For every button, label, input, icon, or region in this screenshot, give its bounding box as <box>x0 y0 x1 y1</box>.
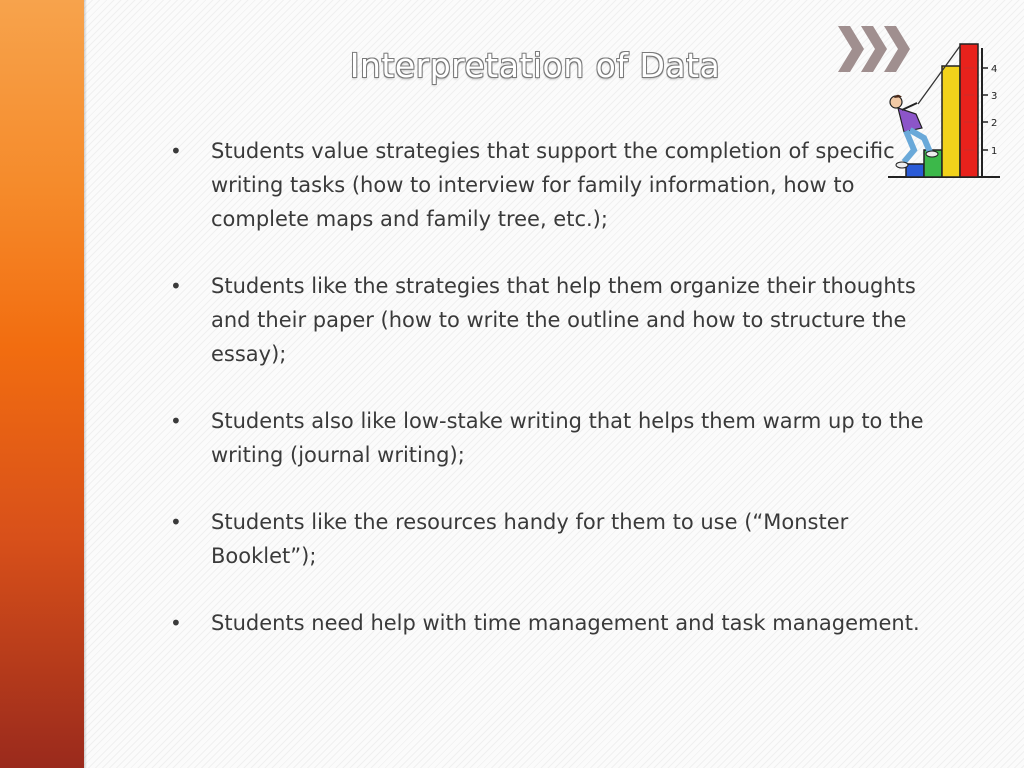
bullet-item <box>170 269 930 371</box>
bullet-text: Students like the resources handy for them to use (“Monster Booklet”); <box>211 510 849 568</box>
bullet-text: Students also like low-stake writing that helps them warm up to the writing (journal writing); <box>211 409 924 467</box>
bullet-glyph: • <box>170 510 182 534</box>
bullet-glyph: • <box>170 274 182 298</box>
bullet-text: Students like the strategies that help them organize their thoughts and their paper (how to write the outline and how to structure the essay); <box>211 274 916 366</box>
sidebar-shadow <box>84 0 87 768</box>
bullet-item <box>170 404 930 472</box>
orange-sidebar <box>0 0 84 768</box>
bullet-glyph: • <box>170 139 182 163</box>
clipart-label-1: 1 <box>991 146 998 157</box>
bullet-glyph: • <box>170 409 182 433</box>
clipart-label-3: 3 <box>991 91 998 102</box>
bullet-glyph: • <box>170 611 182 635</box>
bullet-text: Students value strategies that support the completion of specific writing tasks (how to interview for family information, how to complete maps and family tree, etc.); <box>211 139 895 231</box>
clipart-label-4: 4 <box>991 64 998 75</box>
bullet-item <box>170 134 930 236</box>
bullet-list <box>170 134 930 673</box>
bullet-item <box>170 505 930 573</box>
slide-title: Interpretation of Data <box>349 46 721 85</box>
bullet-text: Students need help with time management and task management. <box>211 611 920 635</box>
bullet-item <box>170 606 930 640</box>
clipart-label-2: 2 <box>991 118 998 129</box>
